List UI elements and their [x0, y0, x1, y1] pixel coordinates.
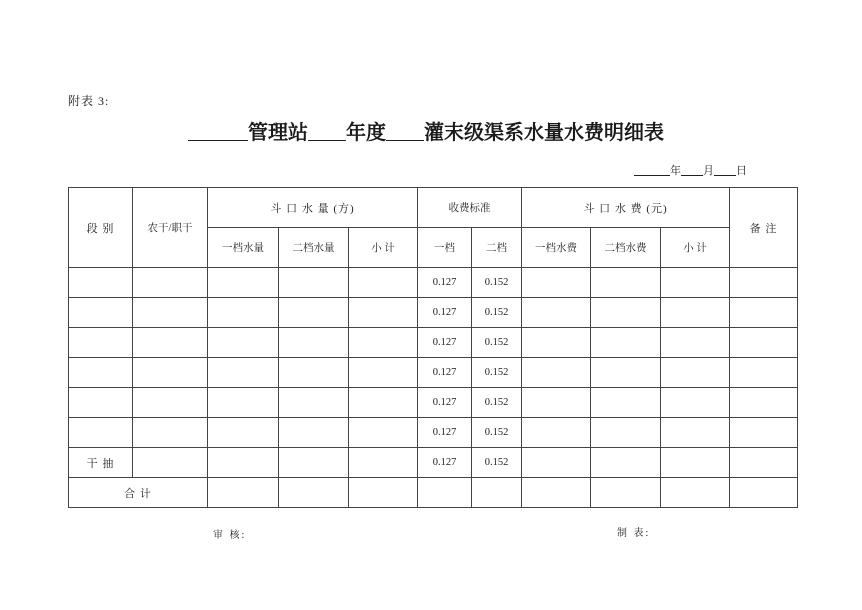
date-year-label: 年: [670, 165, 681, 177]
table-cell-tier1-fee: [522, 478, 591, 508]
subheader-tier2-rate: 二档: [472, 228, 522, 268]
table-cell-tier1-rate: [418, 478, 472, 508]
table-cell-volume-subtotal: [349, 328, 418, 358]
table-cell-tier2-volume: [279, 328, 349, 358]
date-month-label: 月: [703, 165, 714, 177]
page-title: [188, 116, 678, 144]
table-cell-tier1-fee: [522, 388, 591, 418]
subheader-tier1-fee: 一档水费: [522, 228, 591, 268]
table-cell-tier1-rate: 0.127: [418, 418, 472, 448]
table-cell-tier1-fee: [522, 328, 591, 358]
header-section: 段 别: [69, 188, 133, 268]
table-cell-fee-subtotal: [661, 448, 730, 478]
table-cell-fee-subtotal: [661, 358, 730, 388]
table-cell-canal: [133, 418, 208, 448]
title-station: 管理站: [248, 122, 308, 144]
title-year: 年度: [346, 122, 386, 144]
table-cell-tier2-fee: [591, 478, 661, 508]
table-cell-fee-subtotal: [661, 478, 730, 508]
table-cell-fee-subtotal: [661, 328, 730, 358]
table-cell-tier1-volume: [208, 358, 279, 388]
attachment-label: 附表 3:: [68, 94, 110, 108]
table-cell-volume-subtotal: [349, 268, 418, 298]
subheader-tier2-volume: 二档水量: [279, 228, 349, 268]
table-cell-tier1-fee: [522, 298, 591, 328]
table-cell-fee-subtotal: [661, 418, 730, 448]
table-cell-section: [69, 268, 133, 298]
table-cell-tier2-volume: [279, 478, 349, 508]
table-cell-tier2-fee: [591, 388, 661, 418]
table-cell-tier1-volume: [208, 298, 279, 328]
table-row: [69, 358, 798, 388]
date-blank-year: [634, 164, 670, 176]
table-cell-tier2-fee: [591, 418, 661, 448]
table-cell-tier2-rate: 0.152: [472, 298, 522, 328]
subheader-volume-subtotal: 小 计: [349, 228, 418, 268]
footer-reviewer-label: 审 核:: [213, 530, 247, 541]
table-cell-tier1-rate: 0.127: [418, 358, 472, 388]
table-row: [69, 418, 798, 448]
table-cell-remarks: [730, 418, 798, 448]
table-cell-remarks: [730, 268, 798, 298]
table-cell-section: [69, 298, 133, 328]
date-day-label: 日: [736, 165, 747, 177]
subheader-tier1-rate: 一档: [418, 228, 472, 268]
footer-preparer-label: 制 表:: [617, 528, 651, 539]
date-blank-day: [714, 164, 736, 176]
table-cell-tier1-volume: [208, 328, 279, 358]
table-cell-tier1-fee: [522, 268, 591, 298]
table-cell-tier2-volume: [279, 388, 349, 418]
table-cell-volume-subtotal: [349, 388, 418, 418]
table-cell-remarks: [730, 388, 798, 418]
table-cell-canal: [133, 298, 208, 328]
table-cell-tier2-volume: [279, 418, 349, 448]
header-canal: 农干/职干: [133, 188, 208, 268]
table-cell-tier2-rate: [472, 478, 522, 508]
table-cell-tier2-volume: [279, 448, 349, 478]
table-cell-tier1-fee: [522, 418, 591, 448]
table-cell-section: 干 抽: [69, 448, 133, 478]
table-cell-section: [69, 418, 133, 448]
table-cell-fee-subtotal: [661, 388, 730, 418]
table-cell-canal: [133, 358, 208, 388]
table-cell-total-label: 合 计: [69, 478, 208, 508]
title-blank-station: [188, 120, 248, 141]
table-row-trunk-pumping: [69, 448, 798, 478]
table-cell-tier2-rate: 0.152: [472, 358, 522, 388]
header-remarks: 备 注: [730, 188, 798, 268]
table-cell-canal: [133, 328, 208, 358]
subheader-tier1-volume: 一档水量: [208, 228, 279, 268]
table-cell-canal: [133, 268, 208, 298]
table-cell-section: [69, 328, 133, 358]
table-cell-tier1-volume: [208, 448, 279, 478]
table-cell-fee-subtotal: [661, 298, 730, 328]
table-row: [69, 298, 798, 328]
header-fee-standard: 收费标准: [418, 188, 522, 228]
table-cell-tier2-fee: [591, 298, 661, 328]
subheader-fee-subtotal: 小 计: [661, 228, 730, 268]
table-cell-remarks: [730, 448, 798, 478]
table-cell-tier2-fee: [591, 358, 661, 388]
table-cell-fee-subtotal: [661, 268, 730, 298]
table-cell-tier1-volume: [208, 418, 279, 448]
table-cell-volume-subtotal: [349, 358, 418, 388]
table-cell-tier1-volume: [208, 268, 279, 298]
table-cell-tier1-rate: 0.127: [418, 328, 472, 358]
table-cell-tier1-rate: 0.127: [418, 388, 472, 418]
header-water-fee: 斗 口 水 费 (元): [522, 188, 730, 228]
table-row: [69, 328, 798, 358]
table-cell-tier2-volume: [279, 358, 349, 388]
table-row: [69, 268, 798, 298]
table-cell-tier2-fee: [591, 328, 661, 358]
subheader-tier2-fee: 二档水费: [591, 228, 661, 268]
table-cell-tier2-volume: [279, 268, 349, 298]
title-name: 灌末级渠系水量水费明细表: [424, 122, 664, 144]
header-water-volume: 斗 口 水 量 (方): [208, 188, 418, 228]
table-cell-tier1-rate: 0.127: [418, 298, 472, 328]
title-blank-year: [308, 120, 346, 141]
table-row: [69, 388, 798, 418]
table-cell-remarks: [730, 478, 798, 508]
table-row-total: [69, 478, 798, 508]
table-cell-remarks: [730, 298, 798, 328]
table-cell-remarks: [730, 328, 798, 358]
table-cell-section: [69, 388, 133, 418]
table-cell-tier1-rate: 0.127: [418, 448, 472, 478]
table-cell-tier2-rate: 0.152: [472, 448, 522, 478]
table-cell-tier1-fee: [522, 358, 591, 388]
header-row-1: [69, 188, 798, 228]
date-blank-month: [681, 164, 703, 176]
date-line: [634, 162, 747, 178]
table-cell-canal: [133, 448, 208, 478]
table-cell-tier1-rate: 0.127: [418, 268, 472, 298]
table-cell-tier2-rate: 0.152: [472, 418, 522, 448]
title-blank-type: [386, 120, 424, 141]
table-cell-tier2-rate: 0.152: [472, 328, 522, 358]
water-fee-table: [68, 187, 798, 508]
table-cell-tier1-volume: [208, 478, 279, 508]
table-cell-volume-subtotal: [349, 418, 418, 448]
table-cell-volume-subtotal: [349, 478, 418, 508]
table-cell-tier2-fee: [591, 448, 661, 478]
table-cell-section: [69, 358, 133, 388]
table-cell-volume-subtotal: [349, 298, 418, 328]
table-cell-tier1-fee: [522, 448, 591, 478]
table-cell-remarks: [730, 358, 798, 388]
table-cell-canal: [133, 388, 208, 418]
table-cell-tier2-rate: 0.152: [472, 268, 522, 298]
table-cell-tier1-volume: [208, 388, 279, 418]
table-cell-tier2-rate: 0.152: [472, 388, 522, 418]
table-cell-tier2-volume: [279, 298, 349, 328]
table-cell-volume-subtotal: [349, 448, 418, 478]
table-cell-tier2-fee: [591, 268, 661, 298]
